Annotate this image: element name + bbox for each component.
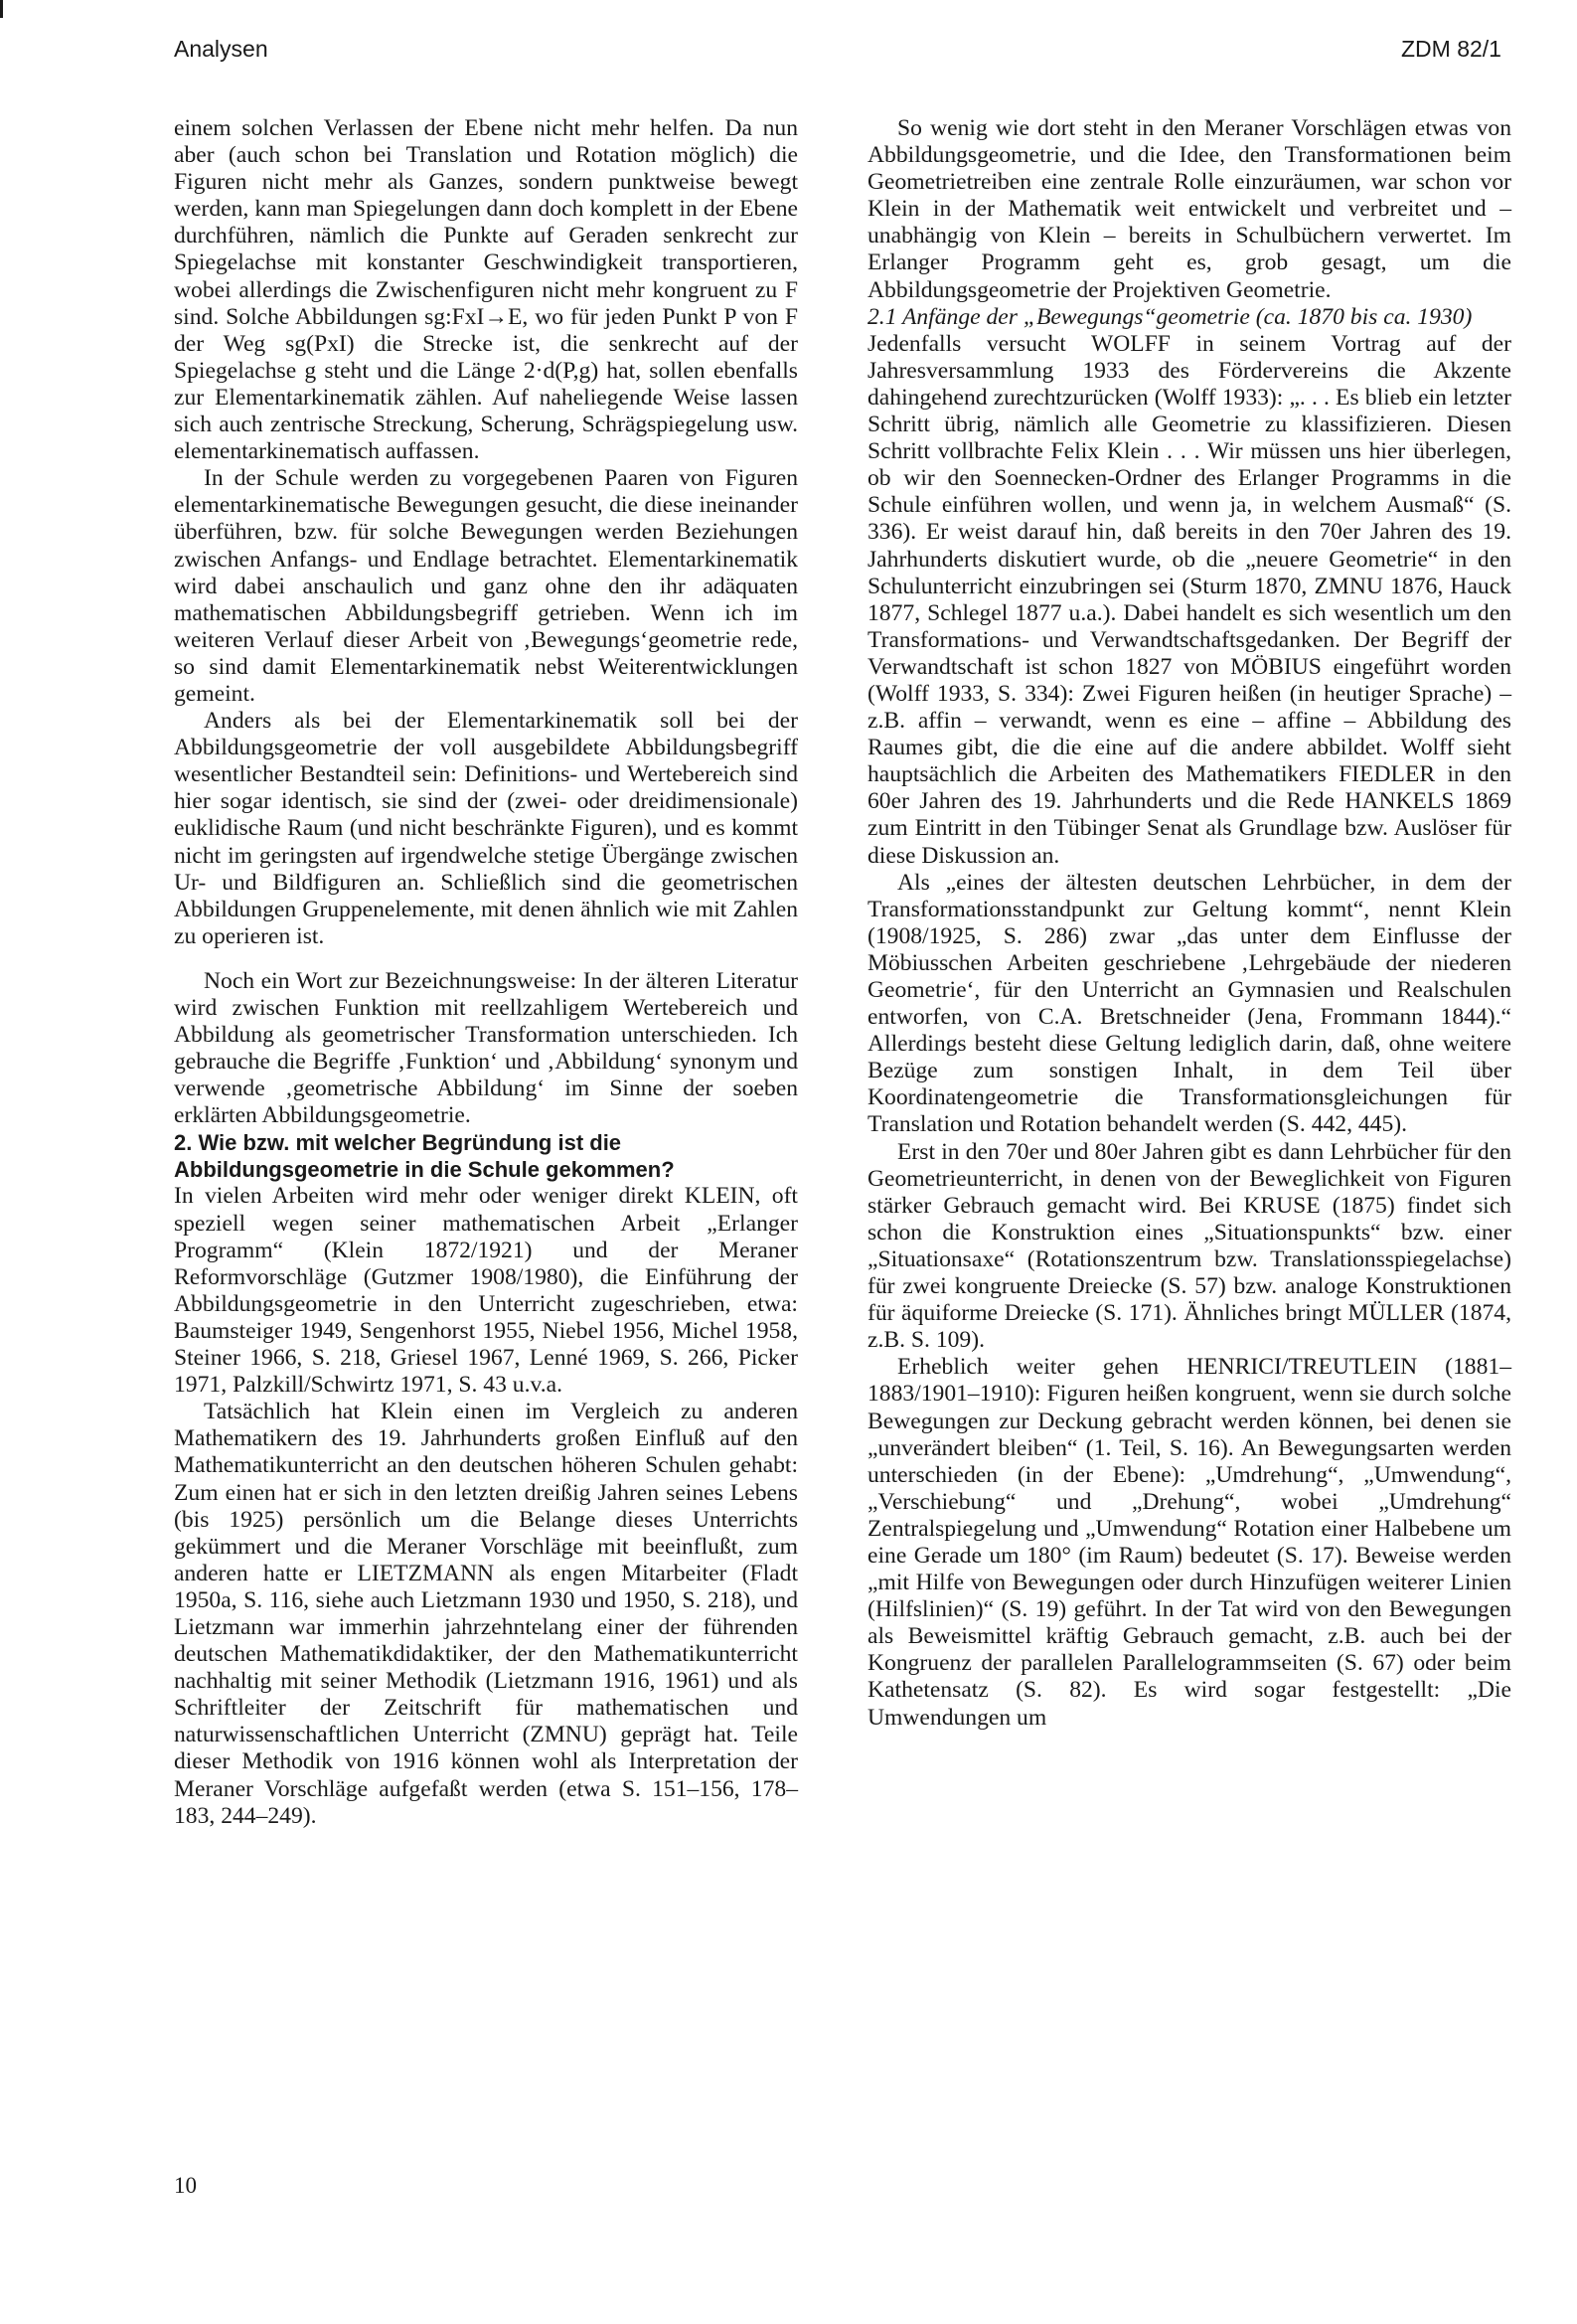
paragraph: einem solchen Verlassen der Ebene nicht mehr helfen. Da nun aber (auch schon bei Translation und Rotation möglich) die Figuren nicht mehr als Ganzes, sondern punktweise bewegt werden, kann man Spiegelungen dann doch komplett in der Ebene durchführen, nämlich die Punkte auf Geraden senkrecht zur Spiegelachse mit konstanter Geschwindigkeit transportieren, wobei allerdings die Zwischenfiguren nicht mehr kongruent zu F sind. Solche Abbildungen sg:FxI→E, wo für jeden Punkt P von F der Weg sg(PxI) die Strecke ist, die senkrecht auf der Spiegelachse g steht und die Länge 2·d(P,g) hat, sollen ebenfalls zur Elementarkinematik zählen. Auf naheliegende Weise lassen sich auch zentrische Streckung, Scherung, Schrägspiegelung usw. elementarkinematisch auffassen. xyxy=(174,115,798,465)
paragraph: Als „eines der ältesten deutschen Lehrbücher, in dem der Transformationsstandpunkt zur Geltung kommt“, nennt Klein (1908/1925, S. 286) zwar „das unter dem Einflusse der Möbiusschen Arbeiten geschriebene ‚Lehrgebäude der niederen Geometrie‘, für den Unterricht an Gymnasien und Realschulen entworfen, von C.A. Bretschneider (Jena, Frommann 1844).“ Allerdings besteht diese Geltung lediglich darin, daß, ohne weitere Bezüge zum sonstigen Inhalt, in dem Teil über Koordinatengeometrie die Transformationsgleichungen für Translation und Rotation behandelt werden (S. 442, 445). xyxy=(867,869,1511,1138)
scan-edge-mark xyxy=(0,0,3,18)
running-header-right: ZDM 82/1 xyxy=(1401,36,1501,62)
paragraph: Anders als bei der Elementarkinematik soll bei der Abbildungsgeometrie der voll ausgebildete Abbildungsbegriff wesentlicher Bestandteil sein: Definitions- und Wertebereich sind hier sogar identisch, sie sind der (zwei- oder dreidimensionale) euklidische Raum (und nicht beschränkte Figuren), und es kommt nicht im geringsten auf irgendwelche stetige Übergänge zwischen Ur- und Bildfiguren an. Schließlich sind die geometrischen Abbildungen Gruppenelemente, mit denen ähnlich wie mit Zahlen zu operieren ist. xyxy=(174,708,798,949)
section-heading: 2. Wie bzw. mit welcher Begründung ist die Abbildungsgeometrie in die Schule gekommen? xyxy=(174,1130,675,1183)
right-column xyxy=(867,115,1511,1732)
paragraph: Tatsächlich hat Klein einen im Vergleich zu anderen Mathematikern des 19. Jahrhunderts großen Einfluß auf den Mathematikunterricht an den deutschen höheren Schulen gehabt: Zum einen hat er sich in den letzten dreißig Jahren seines Lebens (bis 1925) persönlich um die Belange dieses Unterrichts gekümmert und die Meraner Vorschläge mit beeinflußt, zum anderen hatte er LIETZMANN als engen Mitarbeiter (Fladt 1950a, S. 116, siehe auch Lietzmann 1930 und 1950, S. 218), und Lietzmann war immerhin jahrzehntelang einer der führenden deutschen Mathematikdidaktiker, der den Mathematikunterricht nachhaltig mit seiner Methodik (Lietzmann 1916, 1961) und als Schriftleiter der Zeitschrift für mathematischen und naturwissenschaftlichen Unterricht (ZMNU) geprägt hat. Teile dieser Methodik von 1916 können wohl als Interpretation der Meraner Vorschläge aufgefaßt werden (etwa S. 151–156, 178–183, 244–249). xyxy=(174,1399,798,1829)
paragraph: Noch ein Wort zur Bezeichnungsweise: In der älteren Literatur wird zwischen Funktion mit reellzahligem Wertebereich und Abbildung als geometrischer Transformation unterschieden. Ich gebrauche die Begriffe ‚Funktion‘ und ‚Abbildung‘ synonym und verwende ‚geometrische Abbildung‘ im Sinne der soeben erklärten Abbildungsgeometrie. xyxy=(174,967,798,1129)
page-number: 10 xyxy=(174,2173,197,2198)
paragraph: Erheblich weiter gehen HENRICI/TREUTLEIN (1881–1883/1901–1910): Figuren heißen kongruent, wenn sie durch solche Bewegungen zur Deckung gebracht werden können, bei denen sie „unverändert bleiben“ (1. Teil, S. 16). An Bewegungsarten werden unterschieden (in der Ebene): „Umdrehung“, „Umwendung“, „Verschiebung“ und „Drehung“, wobei „Umdrehung“ Zentralspiegelung und „Umwendung“ Rotation einer Halbebene um eine Gerade um 180° (im Raum) bedeutet (S. 17). Beweise werden „mit Hilfe von Bewegungen oder durch Hinzufügen weiterer Linien (Hilfslinien)“ (S. 19) geführt. In der Tat wird von den Bewegungen als Beweismittel kräftig Gebrauch gemacht, z.B. auch bei der Kongruenz der parallelen Parallelogrammseiten (S. 67) oder beim Kathetensatz (S. 82). Es wird sogar festgestellt: „Die Umwendungen um xyxy=(867,1354,1511,1731)
paragraph: In der Schule werden zu vorgegebenen Paaren von Figuren elementarkinematische Bewegungen gesucht, die diese ineinander überführen, bzw. für solche Bewegungen werden Beziehungen zwischen Anfangs- und Endlage betrachtet. Elementarkinematik wird dabei anschaulich und ganz ohne den ihr adäquaten mathematischen Abbildungsbegriff getrieben. Wenn ich im weiteren Verlauf dieser Arbeit von ‚Bewegungs‘geometrie rede, so sind damit Elementarkinematik nebst Weiterentwicklungen gemeint. xyxy=(174,465,798,707)
running-header-left: Analysen xyxy=(174,36,268,62)
paragraph: Erst in den 70er und 80er Jahren gibt es dann Lehrbücher für den Geometrieunterricht, in denen von der Beweglichkeit von Figuren stärker Gebrauch gemacht wird. Bei KRUSE (1875) findet sich schon die Konstruktion eines „Situationspunkts“ bzw. einer „Situationsaxe“ (Rotationszentrum bzw. Translationsspiegelachse) für zwei kongruente Dreiecke (S. 57) bzw. analoge Konstruktionen für äquiforme Dreiecke (S. 171). Ähnliches bringt MÜLLER (1874, z.B. S. 109). xyxy=(867,1138,1511,1354)
paragraph: So wenig wie dort steht in den Meraner Vorschlägen etwas von Abbildungsgeometrie, und die Idee, den Transformationen beim Geometrietreiben eine zentrale Rolle einzuräumen, war schon vor Klein in der Mathematik weit entwickelt und verbreitet und – unabhängig von Klein – bereits in Schulbüchern verwertet. Im Erlanger Programm geht es, grob gesagt, um die Abbildungsgeometrie der Projektiven Geometrie. xyxy=(867,115,1511,303)
paragraph: Jedenfalls versucht WOLFF in seinem Vortrag auf der Jahresversammlung 1933 des Fördervereins die Akzente dahingehend zurechtzurücken (Wolff 1933): „. . . Es blieb ein letzter Schritt übrig, nämlich alle Geometrie zu klassifizieren. Diesen Schritt vollbrachte Felix Klein . . . Wir müssen uns hier überlegen, ob wir den Soennecken-Ordner des Erlanger Programms in die Schule einführen wollen, und wenn ja, in welchem Ausmaß“ (S. 336). Er weist darauf hin, daß bereits in den 70er Jahren des 19. Jahrhunderts diskutiert wurde, ob die „neuere Geometrie“ in den Schulunterricht einzubringen sei (Sturm 1870, ZMNU 1876, Hauck 1877, Schlegel 1877 u.a.). Dabei handelt es sich wesentlich um den Transformations- und Verwandtschaftsgedanken. Der Begriff der Verwandtschaft ist schon 1827 von MÖBIUS eingeführt worden (Wolff 1933, S. 334): Zwei Figuren heißen (in heutiger Sprache) – z.B. affin – verwandt, wenn es eine – affine – Abbildung des Raumes gibt, die die eine auf die andere abbildet. Wolff sieht hauptsächlich die Arbeiten des Mathematikers FIEDLER in den 60er Jahren des 19. Jahrhunderts und die Rede HANKELS 1869 zum Eintritt in den Tübinger Senat als Grundlage bzw. Auslöser für diese Diskussion an. xyxy=(867,330,1511,869)
paragraph: In vielen Arbeiten wird mehr oder weniger direkt KLEIN, oft speziell wegen seiner mathematischen Arbeit „Erlanger Programm“ (Klein 1872/1921) und der Meraner Reformvorschläge (Gutzmer 1908/1980), die Einführung der Abbildungsgeometrie in den Unterricht zugeschrieben, etwa: Baumsteiger 1949, Sengenhorst 1955, Niebel 1956, Michel 1958, Steiner 1966, S. 218, Griesel 1967, Lenné 1969, S. 266, Picker 1971, Palzkill/Schwirtz 1971, S. 43 u.v.a. xyxy=(174,1183,798,1399)
subsection-heading: 2.1 Anfänge der „Bewegungs“geometrie (ca. 1870 bis ca. 1930) xyxy=(867,303,1473,330)
left-column xyxy=(174,115,798,1830)
